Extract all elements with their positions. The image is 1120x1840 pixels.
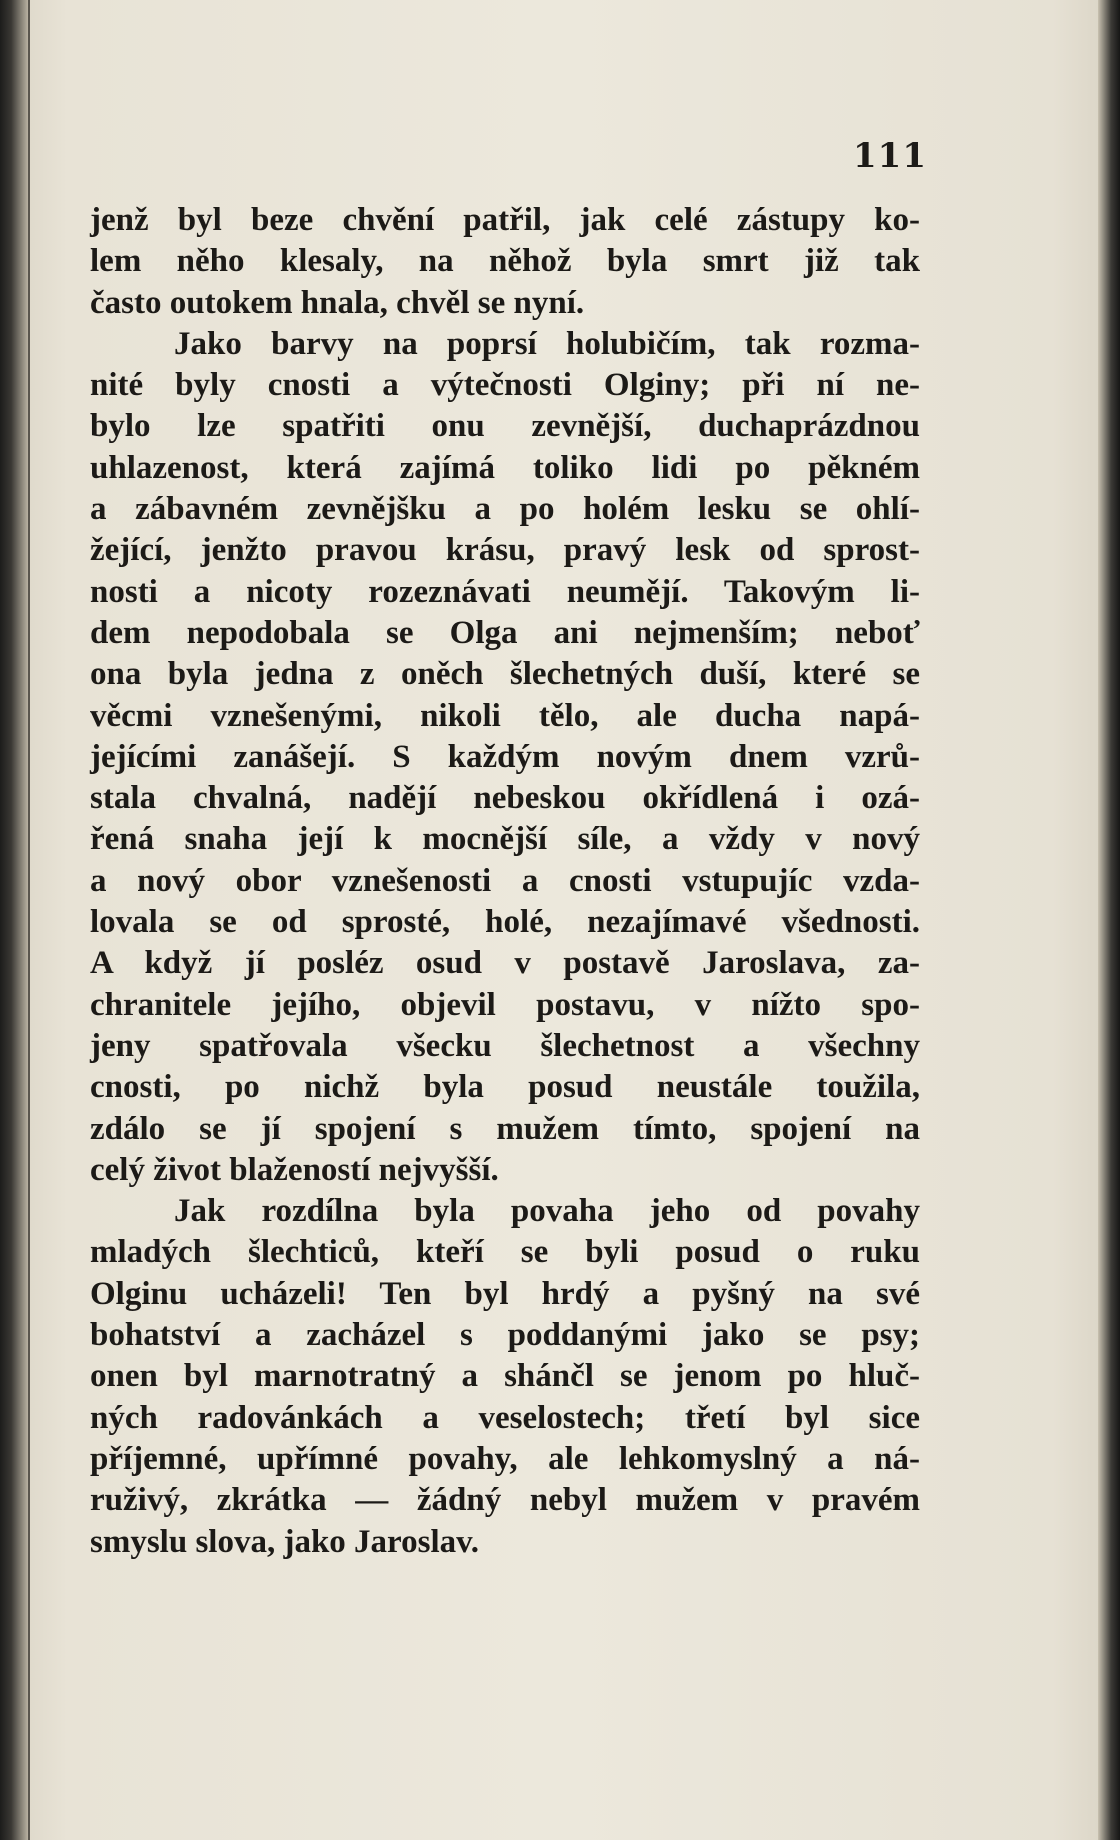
text-line: mladých šlechticů, kteří se byli posud o ruku [90, 1234, 920, 1271]
text-line: smyslu slova, jako Jaroslav. [90, 1523, 480, 1560]
page-edge-shadow [1098, 0, 1120, 1840]
page-number: 111 [853, 136, 927, 176]
text-line: nosti a nicoty rozeznávati neumějí. Takovým li- [90, 573, 920, 610]
text-line: často outokem hnala, chvěl se nyní. [90, 284, 585, 321]
text-line: uhlazenost, která zajímá toliko lidi po pěkném [90, 449, 920, 486]
text-line: jejícími zanášejí. S každým novým dnem vzrů- [90, 738, 920, 775]
text-line: ruživý, zkrátka — žádný nebyl mužem v pravém [90, 1482, 920, 1519]
text-line: chranitele jejího, objevil postavu, v nížto spo- [90, 986, 920, 1023]
text-line: nité byly cnosti a výtečnosti Olginy; při ní ne- [90, 367, 920, 404]
text-line: a nový obor vznešenosti a cnosti vstupujíc vzda- [90, 862, 920, 899]
text-line: stala chvalná, nadějí nebeskou okřídlená i ozá- [90, 780, 920, 817]
text-line: dem nepodobala se Olga ani nejmenším; neboť [90, 614, 920, 651]
text-line: a zábavném zevnějšku a po holém lesku se ohlí- [90, 491, 920, 528]
text-line: Olginu ucházeli! Ten byl hrdý a pyšný na své [90, 1275, 920, 1312]
body-text [90, 200, 920, 1563]
paragraph-start-line: Jak rozdílna byla povaha jeho od povahy [174, 1193, 920, 1230]
book-spine-shadow [0, 0, 28, 1840]
text-line: jeny spatřovala všecku šlechetnost a všechny [90, 1027, 920, 1064]
text-line: cnosti, po nichž byla posud neustále toužila, [90, 1069, 920, 1106]
text-line: zdálo se jí spojení s mužem tímto, spojení na [90, 1110, 920, 1147]
text-line: lem něho klesaly, na něhož byla smrt již tak [90, 243, 920, 280]
text-line: příjemné, upřímné povahy, ale lehkomyslný a ná- [90, 1440, 920, 1477]
text-line: řená snaha její k mocnější síle, a vždy v nový [90, 821, 920, 858]
text-line: bylo lze spatřiti onu zevnější, duchaprázdnou [90, 408, 920, 445]
text-line: jenž byl beze chvění patřil, jak celé zástupy ko- [90, 202, 920, 238]
text-line: věcmi vznešenými, nikoli tělo, ale ducha napá- [90, 697, 920, 734]
text-line: onen byl marnotratný a shánčl se jenom po hluč- [90, 1358, 920, 1395]
text-line: ných radovánkách a veselostech; třetí byl sice [90, 1399, 920, 1436]
text-line: žející, jenžto pravou krásu, pravý lesk od sprost- [90, 532, 920, 569]
text-line: celý život blažeností nejvyšší. [90, 1151, 499, 1188]
text-line: lovala se od sprosté, holé, nezajímavé všednosti. [90, 904, 920, 941]
paragraph-start-line: Jako barvy na poprsí holubičím, tak rozma- [174, 325, 920, 362]
text-line: A když jí posléz osud v postavě Jaroslava, za- [90, 945, 920, 982]
text-line: ona byla jedna z oněch šlechetných duší, které se [90, 656, 920, 693]
gutter-line [28, 0, 30, 1840]
text-line: bohatství a zacházel s poddanými jako se psy; [90, 1317, 920, 1354]
